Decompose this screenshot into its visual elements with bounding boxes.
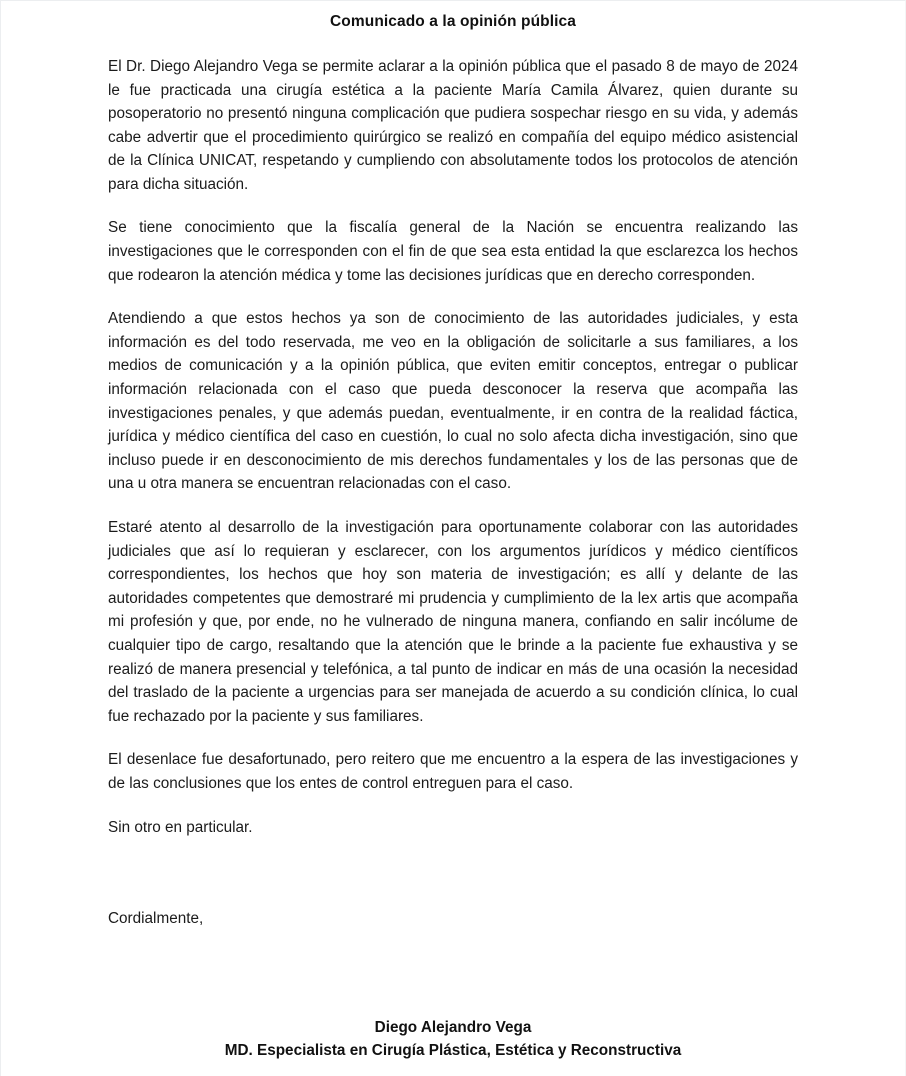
paragraph-3: Atendiendo a que estos hechos ya son de conocimiento de las autoridades judiciales, y esta información es del todo reservada, me veo en la obligación de solicitarle a sus familiares, a los medios de comunicación y a la opinión pública, que eviten emitir conceptos, entregar o publicar información relacionada con el caso que pueda desconocer la reserva que acompaña las investigaciones penales, y que además puedan, eventualmente, ir en contra de la realidad fáctica, jurídica y médico científica del caso en cuestión, lo cual no solo afecta dicha investigación, sino que incluso puede ir en desconocimiento de mis derechos fundamentales y los de las personas que de una u otra manera se encuentran relacionadas con el caso. <box>108 310 798 493</box>
document-body <box>108 33 798 931</box>
signature-name: Diego Alejandro Vega <box>374 1019 532 1036</box>
sign-off: Cordialmente, <box>108 910 204 928</box>
page-title: Comunicado a la opinión pública <box>330 13 576 30</box>
paragraph-1: El Dr. Diego Alejandro Vega se permite aclarar a la opinión pública que el pasado 8 de mayo de 2024 le fue practicada una cirugía estética a la paciente María Camila Álvarez, quien durante su posoperatorio no presentó ninguna complicación que pudiera sospechar riesgo en su vida, y además cabe advertir que el procedimiento quirúrgico se realizó en compañía del equipo médico asistencial de la Clínica UNICAT, respetando y cumpliendo con absolutamente todos los protocolos de atención para dicha situación. <box>108 57 798 193</box>
paragraph-2: Se tiene conocimiento que la fiscalía general de la Nación se encuentra realizando las investigaciones que le corresponden con el fin de que sea esta entidad la que esclarezca los hechos que rodearon la atención médica y tome las decisiones jurídicas que en derecho corresponden. <box>108 219 798 284</box>
closing-line: Sin otro en particular. <box>108 818 253 836</box>
paragraph-4: Estaré atento al desarrollo de la investigación para oportunamente colaborar con las autoridades judiciales que así lo requieran y esclarecer, con los argumentos jurídicos y médico científicos correspondientes, los hechos que hoy son materia de investigación; es allí y delante de las autoridades competentes que demostraré mi prudencia y cumplimiento de la lex artis que acompaña mi profesión y que, por ende, no he vulnerado de ninguna manera, confiando en salir incólume de cualquier tipo de cargo, resaltando que la atención que le brinde a la paciente fue exhaustiva y se realizó de manera presencial y telefónica, a tal punto de indicar en más de una ocasión la necesidad del traslado de la paciente a urgencias para ser manejada de acuerdo a su condición clínica, lo cual fue rechazado por la paciente y sus familiares. <box>108 519 798 725</box>
paragraph-5: El desenlace fue desafortunado, pero reitero que me encuentro a la espera de las investigaciones y de las conclusiones que los entes de control entreguen para el caso. <box>108 751 798 792</box>
signature-credentials: MD. Especialista en Cirugía Plástica, Estética y Reconstructiva <box>224 1042 682 1059</box>
document-content <box>1 1 905 931</box>
signature-block <box>1 1016 905 1062</box>
signature-spacer <box>108 859 798 907</box>
